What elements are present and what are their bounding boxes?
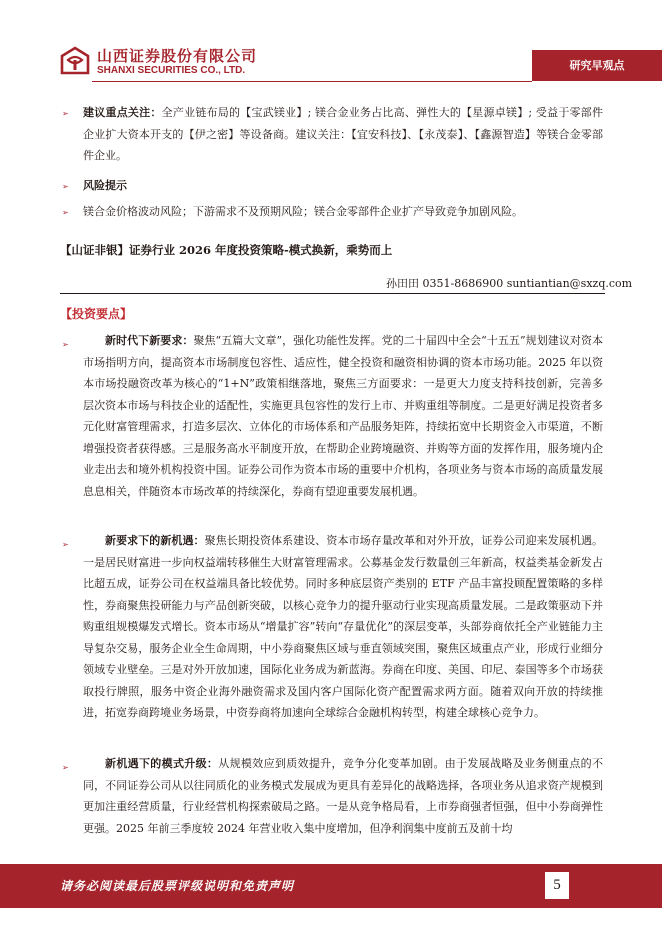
recommendation-paragraph	[83, 102, 603, 167]
bullet-arrow-icon: ➢	[62, 109, 69, 118]
bullet-arrow-icon: ➢	[62, 763, 69, 772]
point-paragraph	[83, 330, 603, 502]
point-text: 聚焦长期投资体系建设、资本市场存量改革和对外开放，证券公司迎来发展机遇。一是居民财富进一步向权益端转移催生大财富管理需求。公募基金发行数量创三年新高，权益类基金新发占比超五成，证券公司在权益端具备比较优势。同时多种底层资产类别的 ETF 产品丰富投顾配置策略的多样性，券商聚焦投研能力与产品创新突破，以核心竞争力的提升驱动行业实现高质量发展。二是政策驱动下并购重组规模爆发式增长。资本市场从“增量扩容”转向“存量优化”的深层变革，头部券商依托全产业链能力主导复杂交易，服务企业全生命周期，中小券商聚焦区域与垂直领域突围，聚焦区域重点产业，形成行业细分领域专业壁垒。三是对外开放加速，国际化业务成为新蓝海。券商在印度、美国、印尼、泰国等多个市场获取投行牌照，服务中资企业海外融资需求及国内客户国际化资产配置需求两方面。随着双向开放的持续推进，拓宽券商跨境业务场景，中资券商将加速向全球综合金融机构转型，构建全球核心竞争力。	[83, 534, 604, 719]
section-tag: 研究早观点	[532, 50, 662, 81]
bullet-arrow-icon: ➢	[62, 208, 69, 217]
bullet-arrow-icon: ➢	[62, 540, 69, 549]
author-line: 孙田田 0351-8686900 suntiantian@sxzq.com	[386, 277, 633, 290]
risk-text: 镁合金价格波动风险；下游需求不及预期风险；镁合金零部件企业扩产导致竞争加剧风险。	[83, 205, 523, 218]
page-number: 5	[545, 872, 569, 899]
company-name-cn: 山西证券股份有限公司	[97, 47, 258, 65]
recommendation-text: 全产业链布局的【宝武镁业】; 镁合金业务占比高、弹性大的【星源卓镁】; 受益于零部件企业扩大资本开支的【伊之密】等设备商。建议关注：【宜安科技】、【永茂泰】、【鑫源智造】等镁合金零部件企业。	[83, 106, 604, 162]
article-title: 【山证非银】证券行业 2026 年度投资策略-模式换新，乘势而上	[60, 243, 393, 257]
bullet-arrow-icon: ➢	[62, 340, 69, 349]
point-label: 新时代下新要求：	[105, 334, 194, 347]
company-logo-icon	[60, 46, 90, 76]
company-name-en: SHANXI SECURITIES CO., LTD.	[97, 65, 246, 76]
page-footer	[0, 864, 662, 908]
header-rule	[92, 81, 532, 82]
point-paragraph	[83, 753, 603, 839]
bullet-arrow-icon: ➢	[62, 182, 69, 191]
page-header	[0, 0, 662, 92]
section-heading: 【投资要点】	[60, 307, 133, 321]
point-label: 新机遇下的模式升级：	[105, 757, 219, 770]
recommendation-label: 建议重点关注：	[83, 106, 162, 119]
risk-heading: 风险提示	[83, 179, 127, 192]
point-label: 新要求下的新机遇：	[105, 534, 205, 547]
author-rule	[60, 293, 605, 294]
disclaimer-link[interactable]: 请务必阅读最后股票评级说明和免责声明	[60, 879, 295, 893]
point-paragraph	[83, 530, 603, 724]
point-text: 从规模效应到质效提升，竞争分化变革加剧。由于发展战略及业务侧重点的不同，不同证券公司从以往同质化的业务模式发展成为更具有差异化的战略选择，各项业务从追求资产规模到更加注重经营质量，行业经营机构探索破局之路。一是从竞争格局看，上市券商强者恒强，但中小券商弹性更强。2025 年前三季度较 2024 年营业收入集中度增加，但净利润集中度前五及前十均	[83, 757, 604, 835]
point-text: 聚焦“五篇大文章”，强化功能性发挥。党的二十届四中全会“十五五”规划建议对资本市场指明方向，提高资本市场制度包容性、适应性，健全投资和融资相协调的资本市场功能。2025 年以资本市场投融资改革为核心的“1+N”政策相继落地，聚焦三方面要求：一是更大力度支持科技创新，完善多层次资本市场与科技企业的适配性，实施更具包容性的发行上市、并购重组等制度。二是更好满足投资者多元化财富管理需求，打造多层次、立体化的市场体系和产品服务矩阵，持续拓宽中长期资金入市渠道，不断增强投资者获得感。三是服务高水平制度开放，在帮助企业跨境融资、并购等方面的发挥作用，服务境内企业走出去和境外机构投资中国。证券公司作为资本市场的重要中介机构，各项业务与资本市场的高质量发展息息相关，伴随资本市场改革的持续深化，券商有望迎重要发展机遇。	[83, 334, 603, 498]
